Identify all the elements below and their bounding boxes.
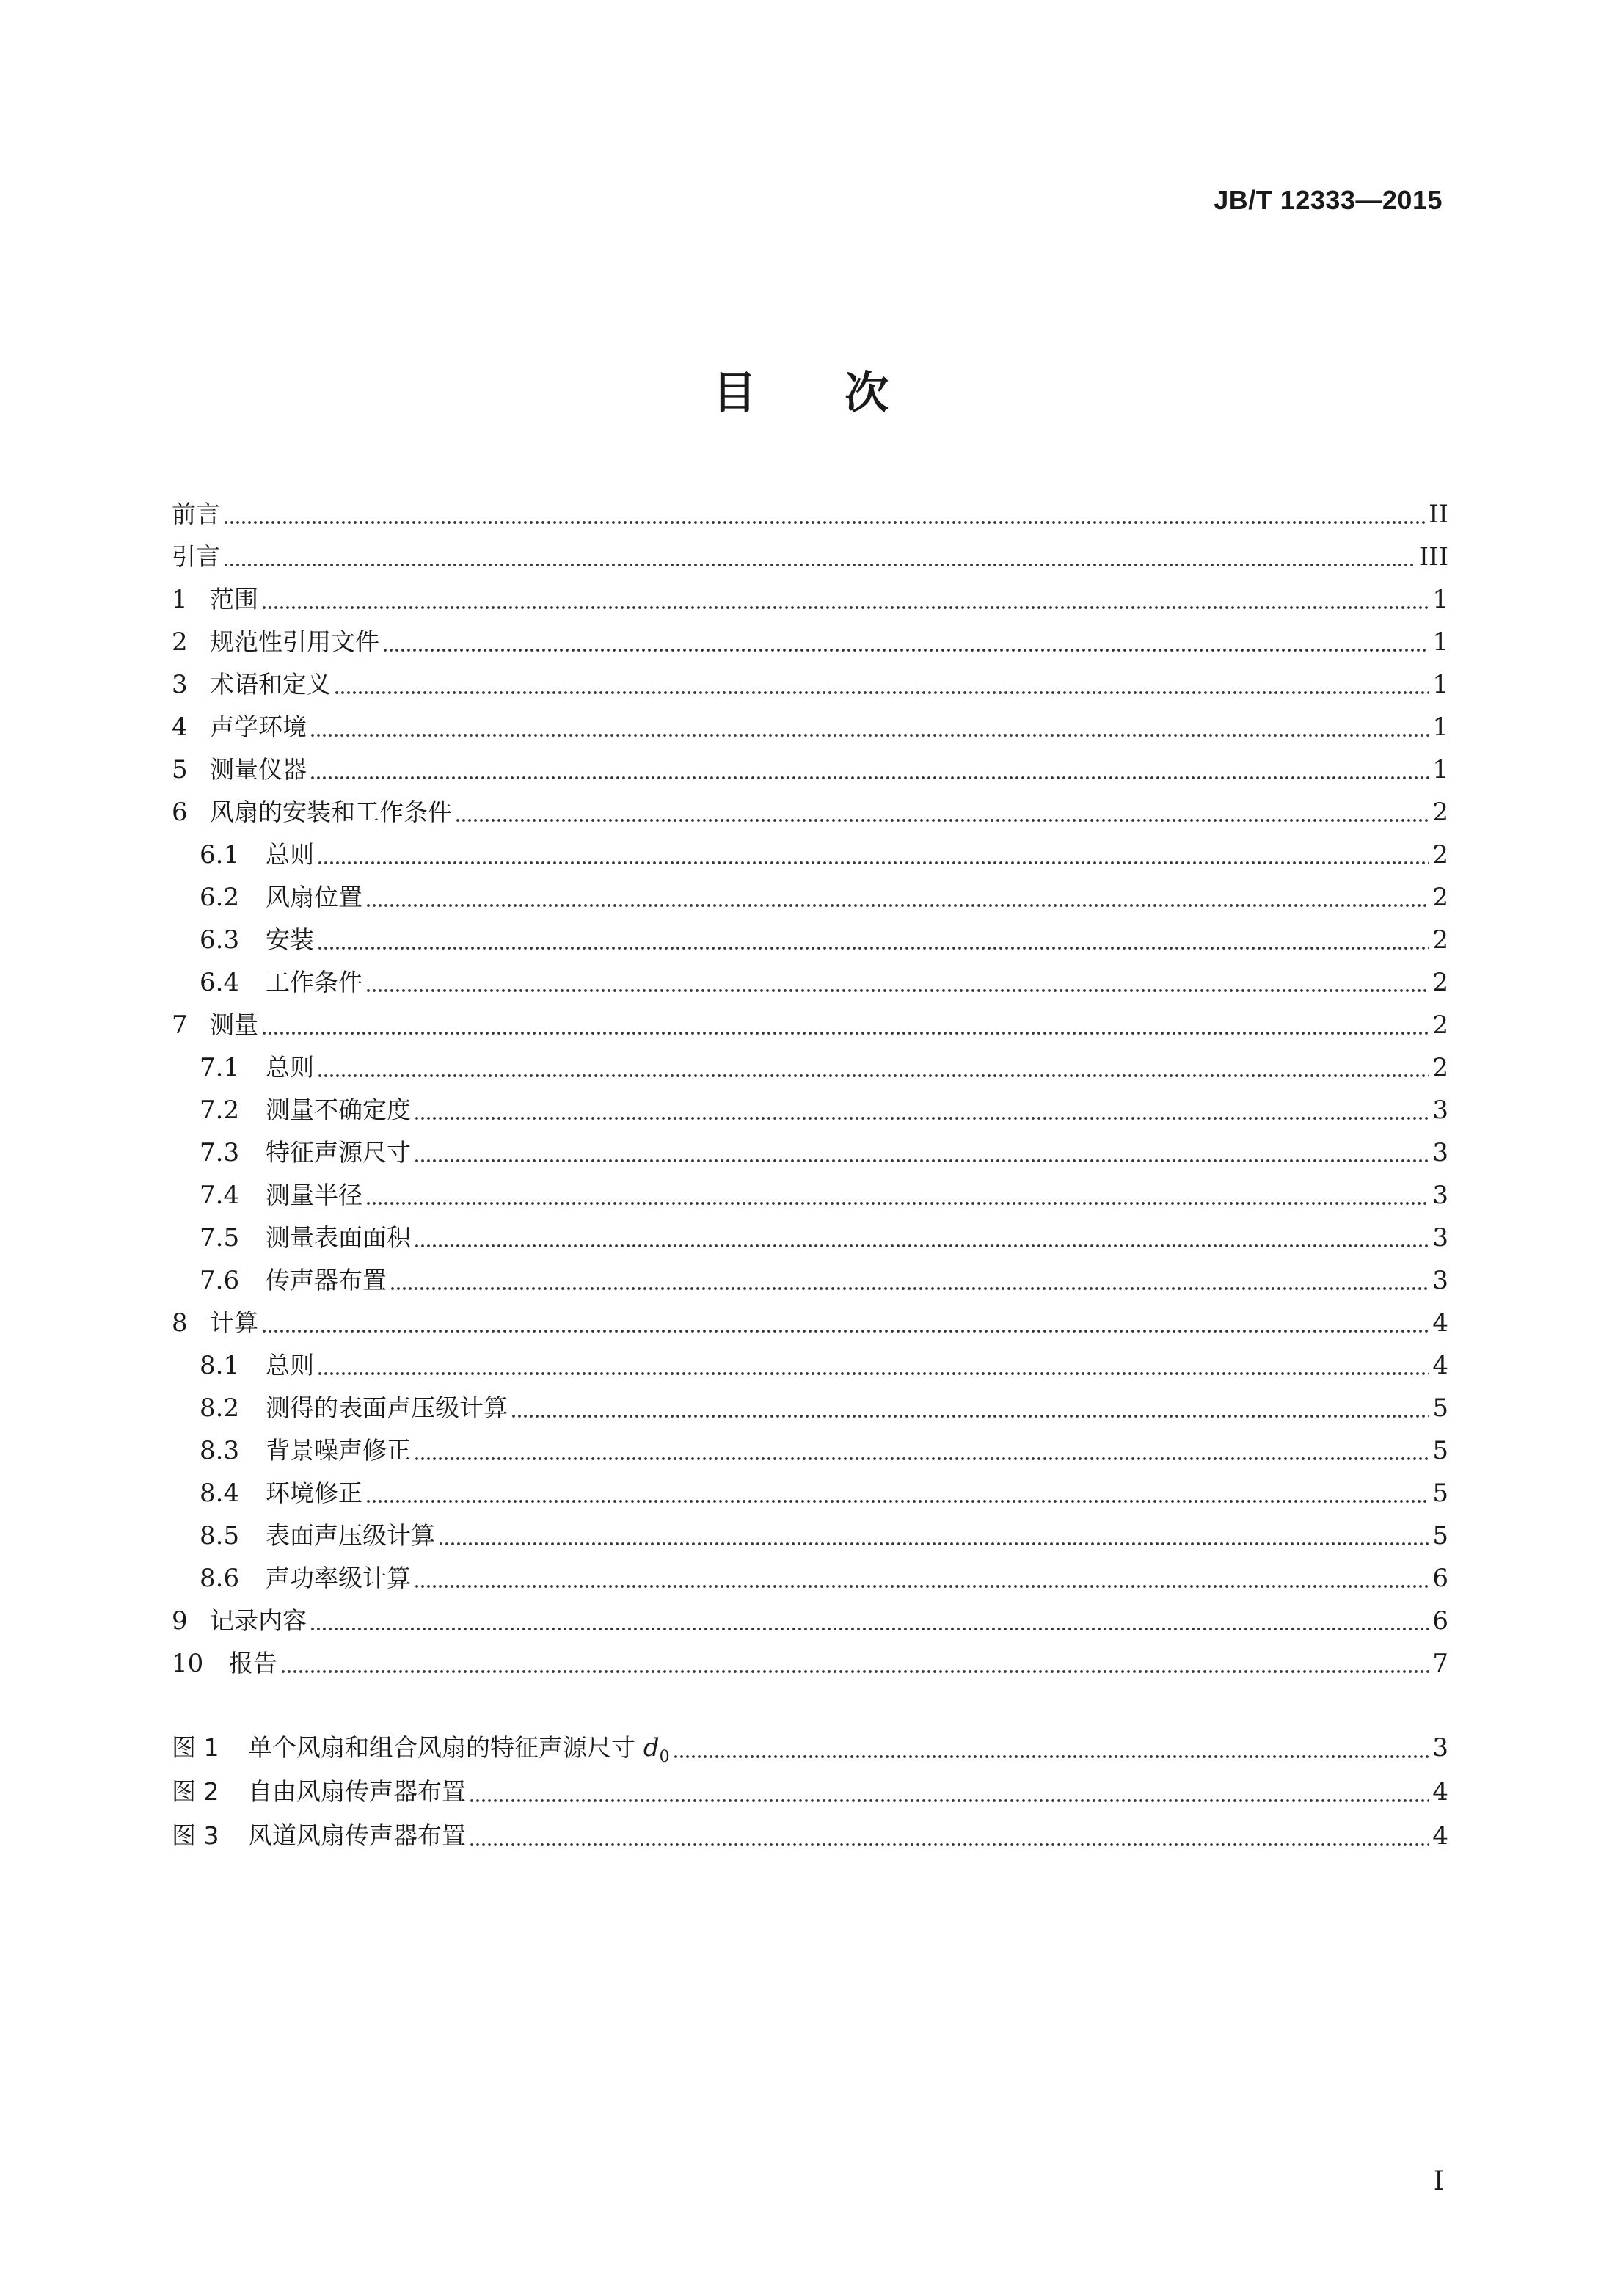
toc-entry-title: 计算 (210, 1308, 258, 1337)
leader-dots (365, 1479, 1429, 1504)
leader-dots (511, 1394, 1429, 1419)
toc-entry-page: 2 (1432, 1010, 1448, 1040)
toc-entry[interactable] (172, 1387, 1448, 1429)
toc-entry-number: 10 (172, 1649, 204, 1678)
leader-dots (438, 1522, 1429, 1547)
toc-entry-page: 1 (1432, 585, 1448, 614)
toc-entry[interactable] (172, 1004, 1448, 1046)
toc-entry-number: 6.4 (200, 968, 240, 997)
toc-entry-title: 规范性引用文件 (210, 627, 379, 656)
leader-dots (317, 841, 1429, 866)
toc-entry-title: 测量 (210, 1010, 258, 1039)
page-number: I (1433, 2166, 1444, 2196)
leader-dots (310, 756, 1429, 781)
toc-entry-title: 测量表面面积 (266, 1223, 411, 1252)
toc-entry-page: 2 (1432, 925, 1448, 955)
figure-entry[interactable] (172, 1814, 1448, 1858)
toc-entry-page: 2 (1432, 968, 1448, 997)
leader-dots (261, 1309, 1429, 1334)
toc-entry[interactable] (172, 748, 1448, 791)
toc-entry-title: 特征声源尺寸 (266, 1138, 411, 1167)
leader-dots (382, 628, 1429, 653)
leader-dots (317, 1352, 1429, 1377)
toc-entry-number: 9 (172, 1606, 188, 1636)
leader-dots (261, 586, 1429, 611)
leader-dots (414, 1437, 1429, 1462)
figure-entry[interactable] (172, 1726, 1448, 1770)
toc-entry-page: 2 (1432, 1053, 1448, 1082)
toc-entry-number: 6.1 (200, 840, 240, 870)
figure-entry-page: 3 (1432, 1733, 1448, 1763)
toc-entry-page: 1 (1432, 627, 1448, 657)
leader-dots (334, 671, 1429, 696)
leader-dots (390, 1267, 1429, 1291)
leader-dots (365, 1181, 1429, 1206)
toc-entry-page: 2 (1432, 883, 1448, 912)
toc-entry-page: 7 (1432, 1649, 1448, 1678)
toc-entry-title: 记录内容 (210, 1606, 307, 1635)
title-char-2: 次 (845, 368, 889, 419)
leader-dots (469, 1779, 1429, 1804)
toc-entry-title: 风扇位置 (266, 883, 362, 911)
toc-entry-number: 8 (172, 1308, 188, 1338)
toc-entry-page: 3 (1432, 1266, 1448, 1295)
toc-entry-page: 3 (1432, 1096, 1448, 1125)
toc-entry-number: 6 (172, 798, 188, 827)
toc-entry[interactable] (172, 1217, 1448, 1259)
toc-entry-page: 5 (1432, 1436, 1448, 1465)
leader-dots (469, 1823, 1429, 1848)
toc-entry-title: 范围 (210, 585, 258, 613)
leader-dots (414, 1096, 1429, 1121)
toc-entry-number: 7.1 (200, 1053, 240, 1082)
toc-entry[interactable] (172, 1472, 1448, 1515)
toc-entry[interactable] (172, 1557, 1448, 1600)
toc-entry[interactable] (172, 876, 1448, 919)
toc-entry[interactable] (172, 493, 1448, 536)
toc-entry[interactable] (172, 1302, 1448, 1344)
figure-symbol: $d_0$ (643, 1733, 670, 1766)
toc-entry-title: 报告 (229, 1649, 277, 1677)
leader-dots (223, 543, 1416, 568)
toc-entry-number: 8.3 (200, 1436, 240, 1465)
leader-dots (455, 798, 1429, 823)
toc-entry[interactable] (172, 578, 1448, 621)
toc-entry-title: 背景噪声修正 (266, 1436, 411, 1465)
toc-entry-title: 引言 (172, 542, 220, 571)
toc-entry-number: 5 (172, 755, 188, 784)
figure-entry-number: 图 1 (172, 1733, 219, 1762)
toc-entry-title: 总则 (266, 840, 314, 869)
leader-dots (317, 926, 1429, 951)
figure-entry-title: 自由风扇传声器布置 (248, 1777, 466, 1806)
toc-entry-page: 3 (1432, 1138, 1448, 1167)
toc-entry[interactable] (172, 1046, 1448, 1089)
page-title (0, 358, 1601, 421)
toc-entry-number: 7 (172, 1010, 188, 1040)
toc-entry[interactable] (172, 1174, 1448, 1217)
toc-entry-title: 声学环境 (210, 713, 307, 741)
toc-entry-number: 7.2 (200, 1096, 240, 1125)
leader-dots (365, 969, 1429, 994)
leader-dots (414, 1139, 1429, 1164)
figure-entry-page: 4 (1432, 1777, 1448, 1807)
leader-dots (310, 713, 1429, 738)
toc-entry-number: 7.6 (200, 1266, 240, 1295)
leader-dots (365, 883, 1429, 908)
standard-code: JB/T 12333—2015 (1214, 185, 1443, 215)
toc-entry-title: 安装 (266, 925, 314, 954)
toc-entry-page: 4 (1432, 1351, 1448, 1380)
figure-entry-title: 风道风扇传声器布置 (248, 1821, 466, 1850)
leader-dots (261, 1011, 1429, 1036)
toc-entry-number: 7.5 (200, 1223, 240, 1253)
toc-entry-page: 1 (1432, 713, 1448, 742)
toc-entry-title: 前言 (172, 500, 220, 528)
toc-entry-title: 风扇的安装和工作条件 (210, 798, 452, 826)
figure-entry-page: 4 (1432, 1821, 1448, 1851)
toc-entry-page: 6 (1432, 1606, 1448, 1636)
leader-dots (310, 1607, 1429, 1632)
toc-entry-page: 2 (1432, 798, 1448, 827)
toc-entry-title: 术语和定义 (210, 670, 331, 699)
toc-entry-title: 传声器布置 (266, 1266, 387, 1294)
toc-entry-page: 2 (1432, 840, 1448, 870)
toc-entry-number: 3 (172, 670, 188, 699)
toc-entry-number: 1 (172, 585, 188, 614)
toc-entry-number: 8.2 (200, 1393, 240, 1423)
toc-entry-number: 6.2 (200, 883, 240, 912)
toc-entry-page: 5 (1432, 1479, 1448, 1508)
toc-entry-page: 6 (1432, 1564, 1448, 1593)
toc-entry[interactable] (172, 1642, 1448, 1685)
toc-entry-number: 7.3 (200, 1138, 240, 1167)
toc-entry-number: 8.1 (200, 1351, 240, 1380)
toc-entry-page: 1 (1432, 755, 1448, 784)
toc-entry-page: II (1429, 500, 1448, 529)
toc-entry-title: 测量仪器 (210, 755, 307, 784)
figure-entry-number: 图 3 (172, 1821, 219, 1850)
toc-entry-number: 8.5 (200, 1521, 240, 1550)
figure-entry-title: 单个风扇和组合风扇的特征声源尺寸 (248, 1733, 635, 1762)
leader-dots (414, 1564, 1429, 1589)
toc-entry[interactable] (172, 621, 1448, 663)
toc-entry-title: 测量半径 (266, 1181, 362, 1209)
toc-entry-title: 声功率级计算 (266, 1564, 411, 1592)
toc-entry[interactable] (172, 1131, 1448, 1174)
toc-entry[interactable] (172, 1429, 1448, 1472)
toc-entry-page: 4 (1432, 1308, 1448, 1338)
toc-entry-title: 总则 (266, 1053, 314, 1082)
toc-entry-page: 3 (1432, 1223, 1448, 1253)
toc-entry-page: 3 (1432, 1181, 1448, 1210)
toc-entry[interactable] (172, 1600, 1448, 1642)
toc-entry-page: 5 (1432, 1521, 1448, 1550)
toc-entry[interactable] (172, 919, 1448, 961)
toc-entry-title: 表面声压级计算 (266, 1521, 435, 1550)
toc-entry-page: 1 (1432, 670, 1448, 699)
toc-entry[interactable] (172, 663, 1448, 706)
toc-entry-number: 7.4 (200, 1181, 240, 1210)
toc-entry-number: 8.6 (200, 1564, 240, 1593)
leader-dots (673, 1735, 1430, 1760)
toc-entry-title: 总则 (266, 1351, 314, 1380)
toc-entry[interactable] (172, 706, 1448, 748)
toc-entry-number: 6.3 (200, 925, 240, 955)
leader-dots (223, 500, 1426, 525)
figure-entry[interactable] (172, 1770, 1448, 1814)
toc-entry[interactable] (172, 1344, 1448, 1387)
toc-entry[interactable] (172, 1515, 1448, 1557)
toc-entry[interactable] (172, 1259, 1448, 1302)
figure-entry-number: 图 2 (172, 1777, 219, 1806)
toc-entry-number: 4 (172, 713, 188, 742)
toc-entry[interactable] (172, 834, 1448, 876)
toc-entry-title: 环境修正 (266, 1479, 362, 1507)
toc-entry-number: 8.4 (200, 1479, 240, 1508)
toc-entry[interactable] (172, 1089, 1448, 1131)
title-char-1: 目 (712, 368, 756, 419)
table-of-contents (172, 493, 1448, 1685)
toc-entry-page: 5 (1432, 1393, 1448, 1423)
toc-entry-title: 测得的表面声压级计算 (266, 1393, 508, 1422)
toc-entry[interactable] (172, 791, 1448, 834)
leader-dots (280, 1650, 1429, 1674)
leader-dots (414, 1224, 1429, 1249)
toc-entry-number: 2 (172, 627, 188, 657)
toc-entry-title: 测量不确定度 (266, 1096, 411, 1124)
toc-entry[interactable] (172, 961, 1448, 1004)
toc-entry-title: 工作条件 (266, 968, 362, 996)
figure-list (172, 1726, 1448, 1858)
leader-dots (317, 1054, 1429, 1079)
toc-entry-page: III (1418, 542, 1448, 572)
toc-entry[interactable] (172, 536, 1448, 578)
